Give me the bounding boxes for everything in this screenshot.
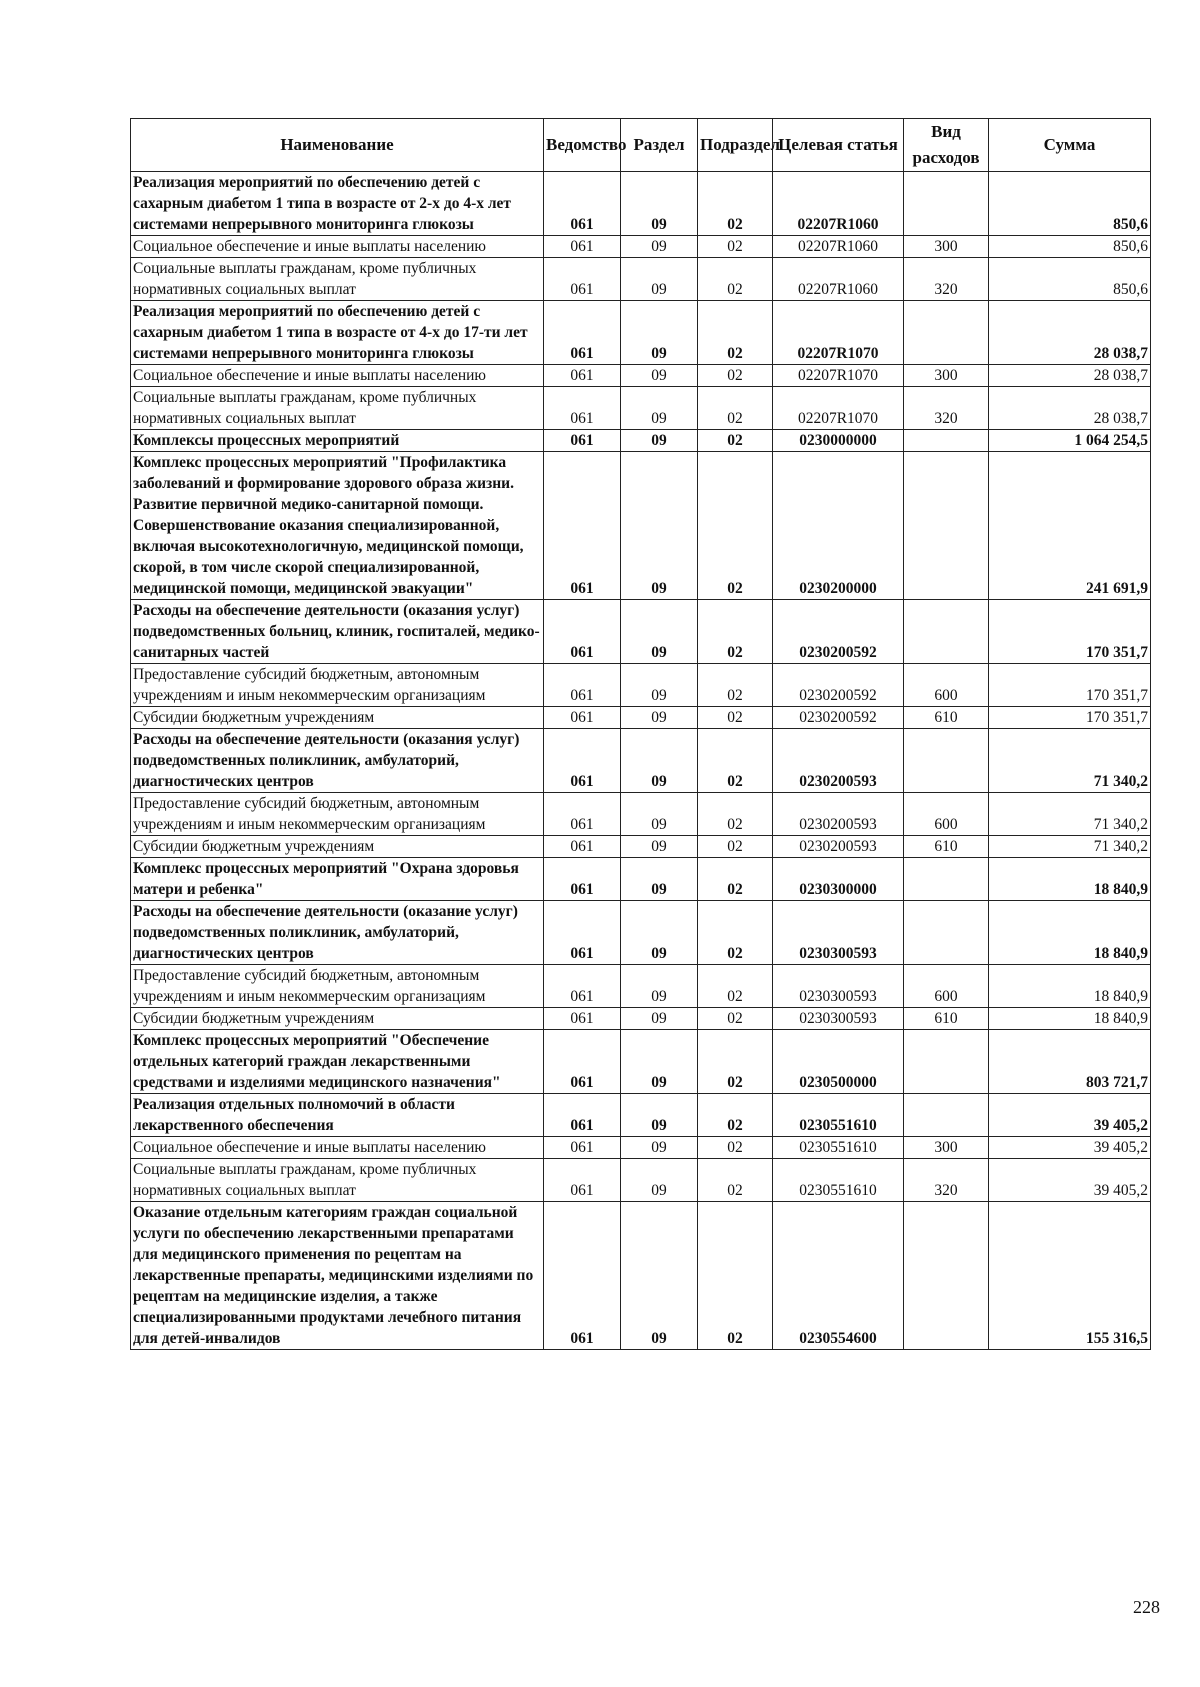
cell-sum: 170 351,7 bbox=[989, 707, 1151, 729]
cell-name: Социальное обеспечение и иные выплаты населению bbox=[131, 365, 544, 387]
cell-section: 09 bbox=[621, 664, 698, 707]
cell-dept: 061 bbox=[544, 365, 621, 387]
table-row bbox=[131, 707, 1151, 729]
cell-kind: 600 bbox=[904, 664, 989, 707]
cell-name: Субсидии бюджетным учреждениям bbox=[131, 707, 544, 729]
cell-target: 02207R1070 bbox=[773, 387, 904, 430]
cell-sum: 28 038,7 bbox=[989, 387, 1151, 430]
budget-table bbox=[130, 118, 1151, 1350]
table-row bbox=[131, 1094, 1151, 1137]
header-kind: Вид расходов bbox=[904, 119, 989, 172]
cell-kind: 600 bbox=[904, 793, 989, 836]
cell-name: Комплекс процессных мероприятий "Профилактика заболеваний и формирование здорового образа жизни. Развитие первичной медико-санитарной помощи. Совершенствование оказания специализированной, включая высокотехнологичную, медицинской помощи, скорой, в том числе скорой специализированной, медицинской помощи, медицинской эвакуации" bbox=[131, 452, 544, 600]
table-row bbox=[131, 1008, 1151, 1030]
cell-kind bbox=[904, 600, 989, 664]
cell-dept: 061 bbox=[544, 1094, 621, 1137]
cell-sum: 18 840,9 bbox=[989, 858, 1151, 901]
table-row bbox=[131, 836, 1151, 858]
cell-kind bbox=[904, 858, 989, 901]
cell-dept: 061 bbox=[544, 664, 621, 707]
cell-subsection: 02 bbox=[698, 965, 773, 1008]
cell-subsection: 02 bbox=[698, 729, 773, 793]
cell-target: 0230300593 bbox=[773, 1008, 904, 1030]
cell-subsection: 02 bbox=[698, 301, 773, 365]
cell-dept: 061 bbox=[544, 236, 621, 258]
cell-target: 0230200593 bbox=[773, 793, 904, 836]
cell-subsection: 02 bbox=[698, 1159, 773, 1202]
cell-sum: 241 691,9 bbox=[989, 452, 1151, 600]
cell-name: Социальные выплаты гражданам, кроме публичных нормативных социальных выплат bbox=[131, 258, 544, 301]
cell-sum: 803 721,7 bbox=[989, 1030, 1151, 1094]
cell-section: 09 bbox=[621, 901, 698, 965]
cell-section: 09 bbox=[621, 707, 698, 729]
cell-section: 09 bbox=[621, 387, 698, 430]
cell-target: 0230551610 bbox=[773, 1137, 904, 1159]
cell-target: 0230551610 bbox=[773, 1094, 904, 1137]
cell-dept: 061 bbox=[544, 836, 621, 858]
cell-sum: 71 340,2 bbox=[989, 793, 1151, 836]
table-row bbox=[131, 1030, 1151, 1094]
table-row bbox=[131, 729, 1151, 793]
page-number: 228 bbox=[1133, 1597, 1160, 1617]
cell-dept: 061 bbox=[544, 430, 621, 452]
cell-target: 02207R1060 bbox=[773, 258, 904, 301]
cell-dept: 061 bbox=[544, 965, 621, 1008]
cell-kind bbox=[904, 172, 989, 236]
table-row bbox=[131, 858, 1151, 901]
cell-sum: 18 840,9 bbox=[989, 1008, 1151, 1030]
cell-dept: 061 bbox=[544, 1159, 621, 1202]
cell-section: 09 bbox=[621, 858, 698, 901]
cell-name: Реализация отдельных полномочий в области лекарственного обеспечения bbox=[131, 1094, 544, 1137]
cell-kind: 320 bbox=[904, 1159, 989, 1202]
cell-section: 09 bbox=[621, 1030, 698, 1094]
cell-target: 0230300593 bbox=[773, 965, 904, 1008]
table-body bbox=[131, 172, 1151, 1350]
cell-target: 0230200593 bbox=[773, 729, 904, 793]
cell-name: Комплексы процессных мероприятий bbox=[131, 430, 544, 452]
cell-subsection: 02 bbox=[698, 901, 773, 965]
header-dept: Ведомство bbox=[544, 119, 621, 172]
cell-section: 09 bbox=[621, 600, 698, 664]
cell-name: Субсидии бюджетным учреждениям bbox=[131, 836, 544, 858]
cell-dept: 061 bbox=[544, 258, 621, 301]
cell-name: Социальное обеспечение и иные выплаты населению bbox=[131, 236, 544, 258]
cell-subsection: 02 bbox=[698, 858, 773, 901]
cell-sum: 1 064 254,5 bbox=[989, 430, 1151, 452]
cell-dept: 061 bbox=[544, 387, 621, 430]
cell-name: Расходы на обеспечение деятельности (оказания услуг) подведомственных поликлиник, амбулаторий, диагностических центров bbox=[131, 729, 544, 793]
cell-name: Реализация мероприятий по обеспечению детей с сахарным диабетом 1 типа в возрасте от 2-х до 4-х лет системами непрерывного мониторинга глюкозы bbox=[131, 172, 544, 236]
cell-sum: 39 405,2 bbox=[989, 1137, 1151, 1159]
table-row bbox=[131, 365, 1151, 387]
cell-dept: 061 bbox=[544, 793, 621, 836]
cell-section: 09 bbox=[621, 1008, 698, 1030]
table-row bbox=[131, 1202, 1151, 1350]
cell-name: Предоставление субсидий бюджетным, автономным учреждениям и иным некоммерческим организациям bbox=[131, 965, 544, 1008]
cell-section: 09 bbox=[621, 172, 698, 236]
cell-dept: 061 bbox=[544, 172, 621, 236]
cell-target: 02207R1060 bbox=[773, 172, 904, 236]
cell-subsection: 02 bbox=[698, 387, 773, 430]
cell-dept: 061 bbox=[544, 600, 621, 664]
cell-kind: 300 bbox=[904, 365, 989, 387]
cell-sum: 39 405,2 bbox=[989, 1159, 1151, 1202]
cell-name: Предоставление субсидий бюджетным, автономным учреждениям и иным некоммерческим организациям bbox=[131, 664, 544, 707]
cell-name: Субсидии бюджетным учреждениям bbox=[131, 1008, 544, 1030]
header-name: Наименование bbox=[131, 119, 544, 172]
cell-section: 09 bbox=[621, 729, 698, 793]
cell-sum: 71 340,2 bbox=[989, 836, 1151, 858]
cell-kind bbox=[904, 729, 989, 793]
cell-kind: 600 bbox=[904, 965, 989, 1008]
cell-target: 0230200593 bbox=[773, 836, 904, 858]
cell-section: 09 bbox=[621, 365, 698, 387]
cell-name: Расходы на обеспечение деятельности (оказание услуг) подведомственных поликлиник, амбулаторий, диагностических центров bbox=[131, 901, 544, 965]
cell-target: 0230554600 bbox=[773, 1202, 904, 1350]
table-row bbox=[131, 452, 1151, 600]
cell-kind: 610 bbox=[904, 1008, 989, 1030]
table-row bbox=[131, 172, 1151, 236]
cell-subsection: 02 bbox=[698, 1008, 773, 1030]
cell-dept: 061 bbox=[544, 858, 621, 901]
table-row bbox=[131, 236, 1151, 258]
cell-subsection: 02 bbox=[698, 664, 773, 707]
cell-target: 0230551610 bbox=[773, 1159, 904, 1202]
cell-kind: 320 bbox=[904, 387, 989, 430]
cell-section: 09 bbox=[621, 1202, 698, 1350]
table-row bbox=[131, 430, 1151, 452]
cell-sum: 18 840,9 bbox=[989, 965, 1151, 1008]
cell-target: 02207R1070 bbox=[773, 365, 904, 387]
cell-name: Социальные выплаты гражданам, кроме публичных нормативных социальных выплат bbox=[131, 387, 544, 430]
cell-kind: 300 bbox=[904, 236, 989, 258]
cell-subsection: 02 bbox=[698, 452, 773, 600]
cell-subsection: 02 bbox=[698, 600, 773, 664]
cell-kind bbox=[904, 901, 989, 965]
table-row bbox=[131, 1137, 1151, 1159]
cell-sum: 28 038,7 bbox=[989, 365, 1151, 387]
cell-section: 09 bbox=[621, 452, 698, 600]
cell-dept: 061 bbox=[544, 901, 621, 965]
header-sum: Сумма bbox=[989, 119, 1151, 172]
cell-name: Социальные выплаты гражданам, кроме публичных нормативных социальных выплат bbox=[131, 1159, 544, 1202]
cell-name: Реализация мероприятий по обеспечению детей с сахарным диабетом 1 типа в возрасте от 4-х до 17-ти лет системами непрерывного мониторинга глюкозы bbox=[131, 301, 544, 365]
cell-dept: 061 bbox=[544, 452, 621, 600]
table-row bbox=[131, 301, 1151, 365]
cell-subsection: 02 bbox=[698, 1030, 773, 1094]
header-target: Целевая статья bbox=[773, 119, 904, 172]
cell-target: 0230000000 bbox=[773, 430, 904, 452]
cell-target: 0230200592 bbox=[773, 707, 904, 729]
table-row bbox=[131, 965, 1151, 1008]
cell-kind: 320 bbox=[904, 258, 989, 301]
cell-kind bbox=[904, 1202, 989, 1350]
table-row bbox=[131, 258, 1151, 301]
cell-sum: 850,6 bbox=[989, 236, 1151, 258]
cell-name: Комплекс процессных мероприятий "Обеспечение отдельных категорий граждан лекарственными средствами и изделиями медицинского назначения" bbox=[131, 1030, 544, 1094]
cell-section: 09 bbox=[621, 1159, 698, 1202]
cell-section: 09 bbox=[621, 793, 698, 836]
cell-sum: 850,6 bbox=[989, 172, 1151, 236]
cell-name: Оказание отдельным категориям граждан социальной услуги по обеспечению лекарственными препаратами для медицинского применения по рецептам на лекарственные препараты, медицинскими изделиями по рецептам на медицинские изделия, а также специализированными продуктами лечебного питания для детей-инвалидов bbox=[131, 1202, 544, 1350]
table-row bbox=[131, 600, 1151, 664]
cell-kind: 300 bbox=[904, 1137, 989, 1159]
cell-subsection: 02 bbox=[698, 258, 773, 301]
cell-sum: 28 038,7 bbox=[989, 301, 1151, 365]
cell-target: 0230300000 bbox=[773, 858, 904, 901]
cell-section: 09 bbox=[621, 1137, 698, 1159]
cell-kind: 610 bbox=[904, 836, 989, 858]
cell-target: 02207R1070 bbox=[773, 301, 904, 365]
cell-sum: 39 405,2 bbox=[989, 1094, 1151, 1137]
cell-subsection: 02 bbox=[698, 365, 773, 387]
table-row bbox=[131, 901, 1151, 965]
header-subsection: Подраздел bbox=[698, 119, 773, 172]
cell-subsection: 02 bbox=[698, 430, 773, 452]
cell-subsection: 02 bbox=[698, 236, 773, 258]
table-row bbox=[131, 793, 1151, 836]
cell-target: 0230200000 bbox=[773, 452, 904, 600]
cell-subsection: 02 bbox=[698, 1137, 773, 1159]
cell-kind bbox=[904, 1094, 989, 1137]
cell-name: Комплекс процессных мероприятий "Охрана здоровья матери и ребенка" bbox=[131, 858, 544, 901]
cell-section: 09 bbox=[621, 301, 698, 365]
cell-dept: 061 bbox=[544, 1030, 621, 1094]
cell-section: 09 bbox=[621, 258, 698, 301]
cell-sum: 170 351,7 bbox=[989, 600, 1151, 664]
cell-section: 09 bbox=[621, 236, 698, 258]
header-section: Раздел bbox=[621, 119, 698, 172]
cell-name: Расходы на обеспечение деятельности (оказания услуг) подведомственных больниц, клиник, госпиталей, медико-санитарных частей bbox=[131, 600, 544, 664]
cell-dept: 061 bbox=[544, 301, 621, 365]
cell-kind bbox=[904, 452, 989, 600]
table-row bbox=[131, 664, 1151, 707]
cell-target: 0230200592 bbox=[773, 600, 904, 664]
cell-sum: 18 840,9 bbox=[989, 901, 1151, 965]
cell-sum: 170 351,7 bbox=[989, 664, 1151, 707]
cell-kind: 610 bbox=[904, 707, 989, 729]
cell-dept: 061 bbox=[544, 1202, 621, 1350]
cell-kind bbox=[904, 1030, 989, 1094]
cell-sum: 155 316,5 bbox=[989, 1202, 1151, 1350]
cell-kind bbox=[904, 301, 989, 365]
cell-dept: 061 bbox=[544, 1137, 621, 1159]
cell-kind bbox=[904, 430, 989, 452]
cell-subsection: 02 bbox=[698, 1202, 773, 1350]
cell-target: 02207R1060 bbox=[773, 236, 904, 258]
cell-section: 09 bbox=[621, 430, 698, 452]
cell-subsection: 02 bbox=[698, 1094, 773, 1137]
cell-section: 09 bbox=[621, 965, 698, 1008]
cell-target: 0230200592 bbox=[773, 664, 904, 707]
cell-dept: 061 bbox=[544, 1008, 621, 1030]
cell-target: 0230300593 bbox=[773, 901, 904, 965]
cell-target: 0230500000 bbox=[773, 1030, 904, 1094]
cell-subsection: 02 bbox=[698, 836, 773, 858]
cell-section: 09 bbox=[621, 1094, 698, 1137]
cell-subsection: 02 bbox=[698, 793, 773, 836]
table-row bbox=[131, 1159, 1151, 1202]
table-header-row bbox=[131, 119, 1151, 172]
cell-name: Предоставление субсидий бюджетным, автономным учреждениям и иным некоммерческим организациям bbox=[131, 793, 544, 836]
cell-section: 09 bbox=[621, 836, 698, 858]
cell-dept: 061 bbox=[544, 707, 621, 729]
cell-subsection: 02 bbox=[698, 172, 773, 236]
table-row bbox=[131, 387, 1151, 430]
cell-sum: 71 340,2 bbox=[989, 729, 1151, 793]
cell-subsection: 02 bbox=[698, 707, 773, 729]
cell-sum: 850,6 bbox=[989, 258, 1151, 301]
cell-dept: 061 bbox=[544, 729, 621, 793]
cell-name: Социальное обеспечение и иные выплаты населению bbox=[131, 1137, 544, 1159]
